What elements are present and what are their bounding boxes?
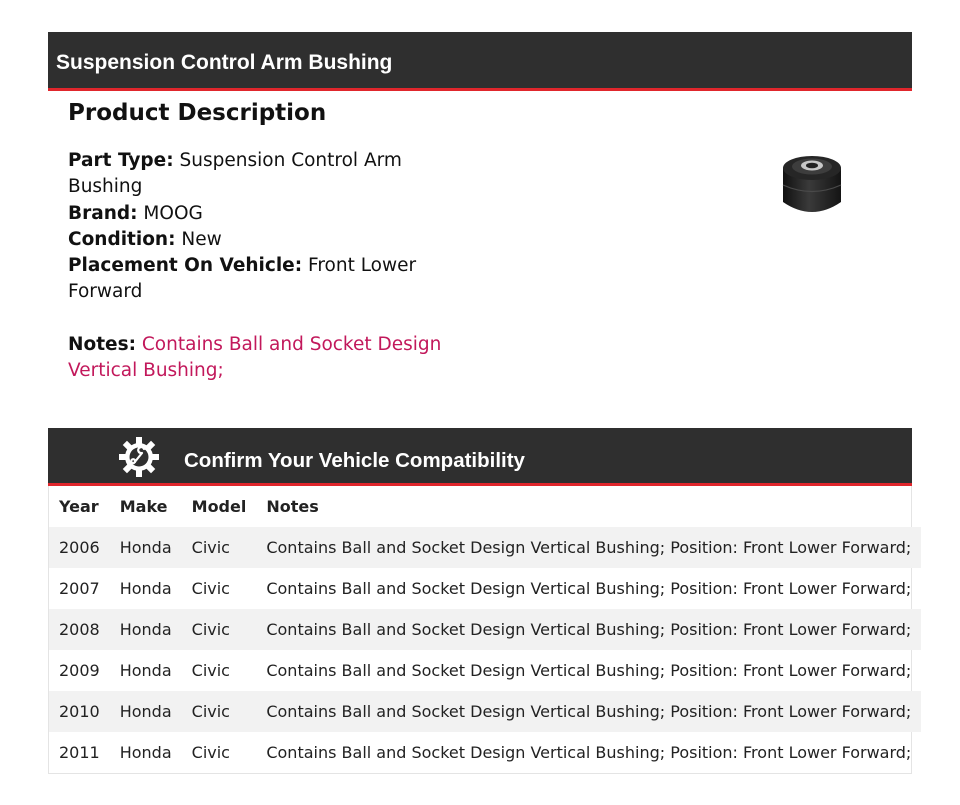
column-year: Year <box>59 497 99 516</box>
notes-line <box>68 332 448 385</box>
brand-value: MOOG <box>143 202 203 224</box>
cell-make: Honda <box>119 661 172 680</box>
cell-model: Civic <box>182 691 257 732</box>
placement-line <box>68 253 448 306</box>
notes-value: Contains Ball and Socket Design Vertical Bushing; <box>68 333 442 382</box>
compatibility-table <box>48 486 912 774</box>
cell-notes: Contains Ball and Socket Design Vertical Bushing; Position: Front Lower Forward; <box>256 691 921 732</box>
cell-model: Civic <box>182 527 257 568</box>
cell-year: 2009 <box>59 661 100 680</box>
table-row <box>49 691 921 732</box>
condition-line <box>68 227 448 253</box>
description-heading: Product Description <box>68 100 327 126</box>
product-description <box>68 96 448 384</box>
cell-make: Honda <box>110 527 182 568</box>
gear-wrench-icon <box>118 436 160 478</box>
cell-make: Honda <box>119 579 172 598</box>
cell-year: 2007 <box>59 579 100 598</box>
cell-year: 2011 <box>59 743 100 762</box>
brand-label: Brand: <box>68 202 138 224</box>
cell-make: Honda <box>119 743 172 762</box>
cell-make: Honda <box>110 691 182 732</box>
cell-notes: Contains Ball and Socket Design Vertical Bushing; Position: Front Lower Forward; <box>266 661 912 680</box>
table-row <box>49 650 921 691</box>
table-row <box>49 527 921 568</box>
table-row <box>49 609 921 650</box>
compatibility-title: Confirm Your Vehicle Compatibility <box>184 449 525 472</box>
compatibility-title-bar <box>48 428 912 486</box>
cell-notes: Contains Ball and Socket Design Vertical Bushing; Position: Front Lower Forward; <box>266 743 912 762</box>
product-title-bar <box>48 32 912 91</box>
cell-year: 2006 <box>49 527 110 568</box>
placement-label: Placement On Vehicle: <box>68 255 303 277</box>
brand-line <box>68 201 448 227</box>
cell-model: Civic <box>191 661 230 680</box>
cell-model: Civic <box>191 579 230 598</box>
cell-notes: Contains Ball and Socket Design Vertical Bushing; Position: Front Lower Forward; <box>256 527 921 568</box>
cell-model: Civic <box>191 743 230 762</box>
table-header-row <box>49 486 921 527</box>
column-make: Make <box>119 497 168 516</box>
cell-notes: Contains Ball and Socket Design Vertical Bushing; Position: Front Lower Forward; <box>256 609 921 650</box>
cell-year: 2010 <box>49 691 110 732</box>
product-title: Suspension Control Arm Bushing <box>56 51 393 74</box>
bushing-product-image <box>780 152 844 218</box>
part-type-value: Suspension Control Arm Bushing <box>68 150 402 198</box>
cell-year: 2008 <box>49 609 110 650</box>
placement-value: Front Lower Forward <box>68 255 417 303</box>
part-type-label: Part Type: <box>68 150 174 171</box>
column-notes: Notes <box>266 497 319 516</box>
cell-notes: Contains Ball and Socket Design Vertical Bushing; Position: Front Lower Forward; <box>266 579 912 598</box>
cell-make: Honda <box>110 609 182 650</box>
cell-model: Civic <box>182 609 257 650</box>
condition-value: New <box>181 228 222 250</box>
part-type-line <box>68 148 448 201</box>
notes-label: Notes: <box>68 333 136 355</box>
table-row <box>49 732 921 773</box>
column-model: Model <box>191 497 247 516</box>
table-row <box>49 568 921 609</box>
condition-label: Condition: <box>68 228 176 250</box>
